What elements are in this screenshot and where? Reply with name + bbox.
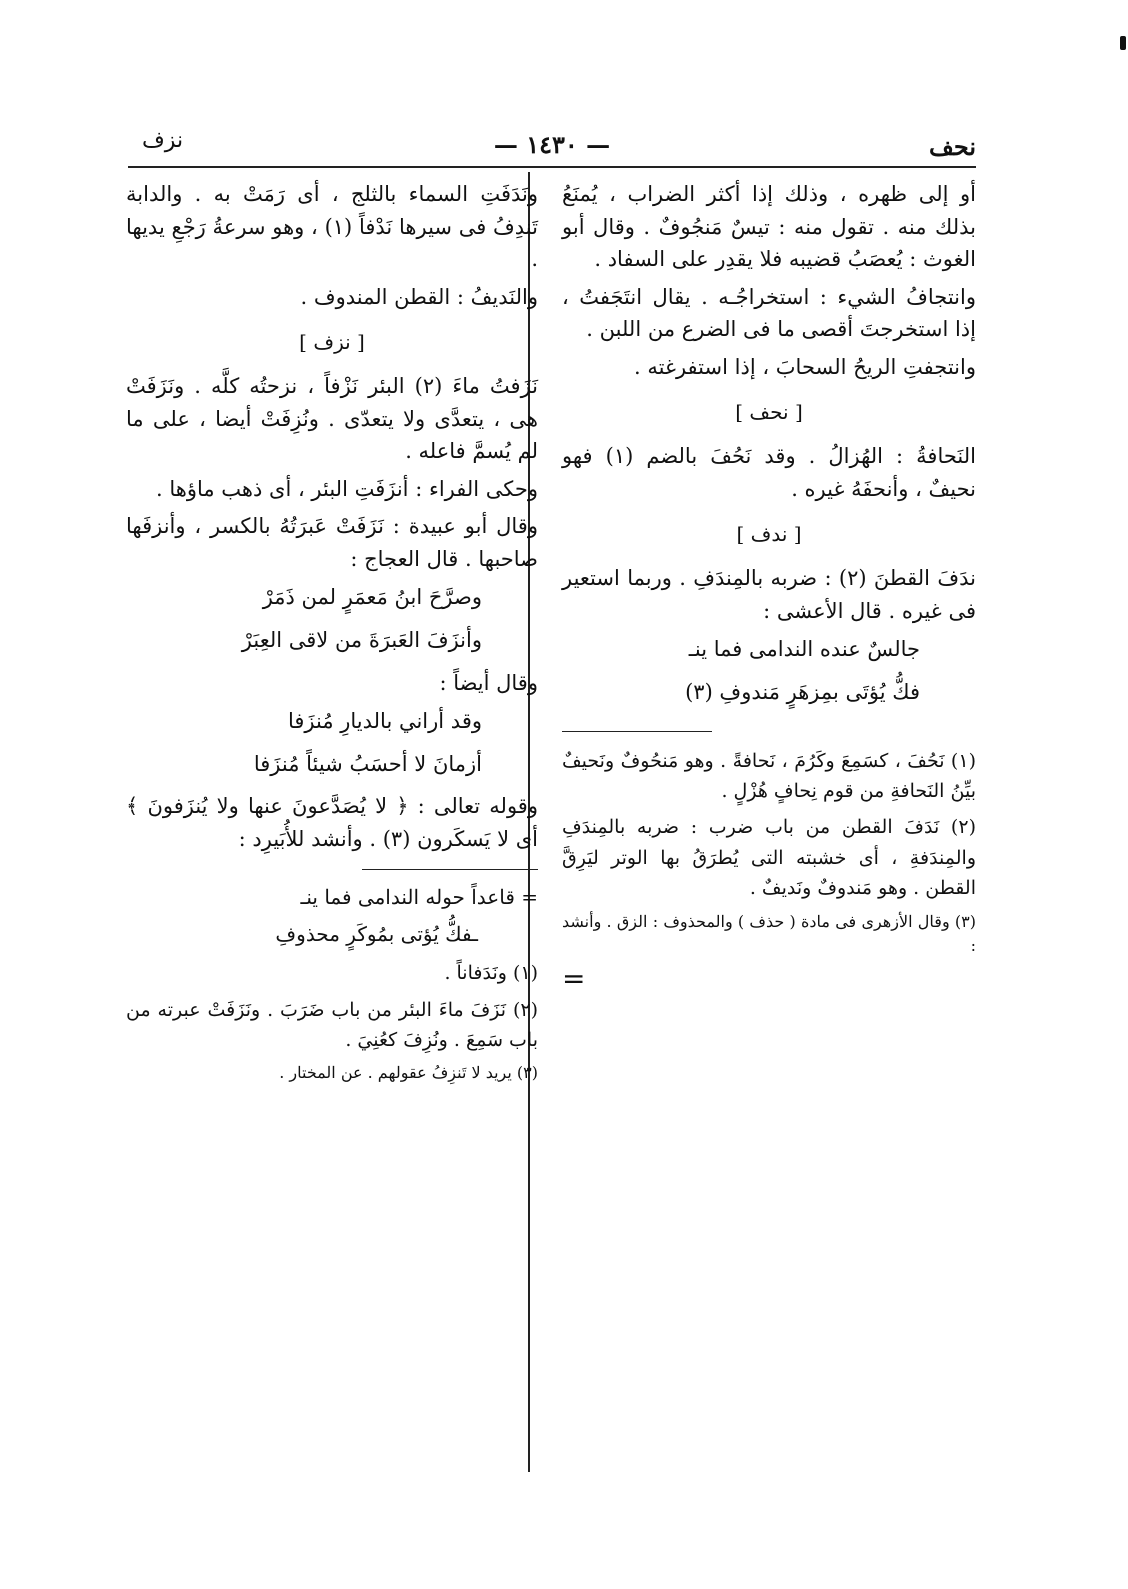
- entry-paragraph: وحكى الفراء : أنزَفَتِ البئر ، أى ذهب ماؤها .: [156, 476, 538, 501]
- header-root-left: نزف: [142, 128, 184, 153]
- verse-line: أزمانَ لا أحسَبُ شيئاً مُنزَفا: [253, 751, 482, 776]
- footnote: (٣) وقال الأزهرى فى مادة ( حذف ) والمحذوف : الزق . وأنشد :: [562, 911, 976, 956]
- section-heading-nadf: [ ندف ]: [736, 522, 802, 547]
- entry-paragraph: نَزَفتُ ماءَ (٢) البئر نَزْفاً ، نزحتُه كلَّه . ونَزَفَتْ هى ، يتعدَّى ولا يتعدّى . ونُزِفَتْ أيضا ، على ما لم يُسمَّ فاعله .: [126, 374, 538, 464]
- footnote: (٢) نَدَفَ القطن من باب ضرب : ضربه بالمِندَفِ والمِندَفةِ ، أى خشبته التى يُطرَقُ بها الوتر ليَرِقَّ القطن . وهو مَندوفٌ ونَديفٌ .: [562, 816, 976, 900]
- header-root-right: نحف: [928, 132, 976, 161]
- scan-edge-mark: [1120, 36, 1126, 50]
- entry-paragraph: وقوله تعالى : ﴿ لا يُصَدَّعونَ عنها ولا يُنزَفونَ ﴾ أى لا يَسكَرون (٣) . وأنشد للأُبَيرِد :: [126, 794, 538, 851]
- verse-line: وصرَّحَ ابنُ مَعمَرٍ لمن ذَمَرْ: [262, 585, 482, 610]
- continued-verse: ـفكُّ يُؤتى بمُوكَرٍ محذوفِ: [275, 922, 478, 947]
- footnote-rule: [362, 869, 538, 870]
- entry-paragraph: ندَفَ القطنَ (٢) : ضربه بالمِندَفِ . وربما استعير فى غيره . قال الأعشى :: [562, 566, 976, 623]
- entry-paragraph: وانتجافُ الشيء : استخراجُـه . يقال انتَجَفتُ ، إذا استخرجتَ أقصى ما فى الضرع من اللبن .: [562, 284, 976, 342]
- verse-line: فكُّ يُؤتَى بمِزهَرٍ مَندوفِ (٣): [685, 680, 920, 705]
- entry-paragraph: والنَديفُ : القطن المندوف .: [300, 284, 538, 309]
- section-heading-nazf: [ نزف ]: [299, 330, 365, 355]
- page-number: — ١٤٣٠ —: [493, 130, 611, 159]
- verse-line: وأنزَفَ العَبرَةَ من لاقى العِبَرْ: [241, 628, 482, 653]
- entry-paragraph: ونَدَفَتِ السماء بالثلج ، أى رَمَتْ به . والدابة تَندِفُ فى سيرها نَدْفاً (١) ، وهو سرعةُ رَجْعِ يديها .: [126, 182, 538, 272]
- entry-paragraph: النَحافةُ : الهُزالُ . وقد نَحُفَ بالضم (١) فهو نحيفٌ ، وأنحفَهُ غيره .: [562, 444, 976, 501]
- entry-paragraph: وقال أيضاً :: [439, 670, 538, 695]
- entry-paragraph: أو إلى ظهره ، وذلك إذا أكثر الضراب ، يُمنَعُ بذلك منه . تقول منه : تيسٌ مَنجُوفٌ . وقال أبو الغوث : يُعصَبُ قضيبه فلا يقدِر على السفاد .: [562, 182, 976, 272]
- continuation-marker: =: [562, 962, 586, 996]
- footnote: (٣) يريد لا تَنزِفُ عقولهم . عن المختار .: [279, 1063, 538, 1083]
- right-column: [562, 178, 976, 1001]
- left-column: [126, 178, 538, 1090]
- entry-paragraph: وانتجفتِ الريحُ السحابَ ، إذا استفرغته .: [634, 354, 976, 379]
- footnote: (١) ونَدَفاناً .: [444, 962, 538, 985]
- footnote: (٢) نَزَفَ ماءَ البئر من باب ضَرَبَ . ونَزَفَتْ عبرته من باب سَمِعَ . ونُزِفَ كعُنِيَ .: [126, 998, 538, 1052]
- verse-line: جالسٌ عنده الندامى فما ينـ: [688, 637, 920, 662]
- section-heading-nahf: [ نحف ]: [735, 400, 803, 425]
- footnote: (١) نَحُفَ ، كسَمِعَ وكَرُمَ ، نَحافةً . وهو مَنحُوفٌ ونَحيفٌ بيِّنُ النَحافةِ من قوم نِحافٍ هُزْلٍ .: [562, 749, 976, 802]
- page-header: [128, 128, 976, 168]
- footnote-rule: [562, 731, 712, 732]
- entry-paragraph: وقال أبو عبيدة : نَزَفَتْ عَبرَتُهُ بالكسر ، وأنزفَها صاحبها . قال العجاج :: [126, 514, 538, 571]
- verse-line: وقد أراني بالديارِ مُنزَفا: [287, 709, 482, 734]
- continued-verse: = قاعداً حوله الندامى فما ينـ: [300, 885, 538, 910]
